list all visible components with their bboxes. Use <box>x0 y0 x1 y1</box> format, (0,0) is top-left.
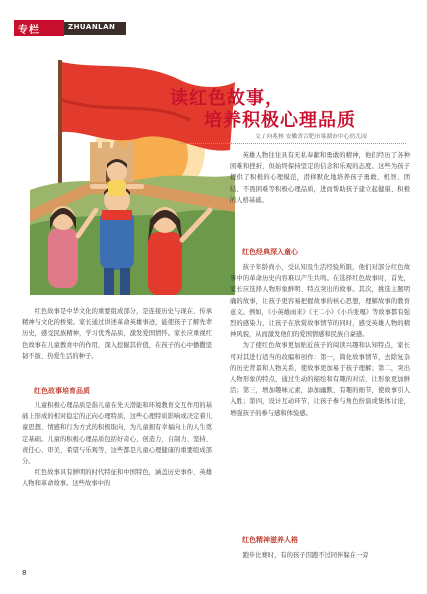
left-section-body <box>22 400 212 490</box>
section2-heading: 红色精神滋养人格 <box>242 536 298 544</box>
article-title-line1: 读红色故事， <box>170 88 284 109</box>
right-column-intro <box>230 150 410 206</box>
left-section-heading: 红色故事培育品质 <box>34 387 90 395</box>
section2-paragraph1: 跑步比赛时，有的孩子因跑不过同伴躲在一旁 <box>242 552 369 559</box>
article-title-line2: 培养积极心理品质 <box>204 110 356 131</box>
left-section-paragraph2: 红色故事具有鲜明的时代特征和中国特色，涵盖历史事件、英雄人物和革命故事。这些故事中的 <box>22 469 212 488</box>
section1-paragraph2: 为了使红色故事更加贴近孩子的阅读兴趣和认知特点，家长可对其进行适当的改编和创作：第一，简化故事情节，去除复杂的历史背景和人物关系，使故事更加易于孩子理解；第二，突出人物形象的特点，通过生动的描绘和有趣的对话，让形象更加鲜活；第三，增加趣味元素，添加幽默、有趣的细节，使故事引人入胜；第四，设计互动环节，让孩子参与角色扮演或集体讨论，增强孩子的参与感和体验感。 <box>230 342 410 417</box>
section1-paragraph1: 孩子年龄尚小，受认知及生活经验所限，他们对部分红色故事中的革命历史内容难以产生共鸣。在选择红色故事时，首先，家长应选择人物形象鲜明、特点突出的故事。其次，挑选主题明确的故事，让孩子更容易把握故事的核心思想，理解故事的教育意义。例如，《小英雄雨来》《王二小》《小兵张嘎》等故事都有强烈的感染力，让孩子在欣赏故事情节的同时，感受英雄人物的精神风貌，从而激发他们的爱国情感和民族自豪感。 <box>230 264 410 339</box>
byline-divider <box>180 143 406 144</box>
page-number: 8 <box>22 569 27 577</box>
left-section-paragraph1: 儿童积极心理品质是指儿童在先天潜能和环境教育交互作用的基础上形成的相对稳定的正向心理特质，这些心理特质影响或决定着儿童思想、情感和行为方式的积极取向，为儿童拥有幸福向上的人生奠定基础。儿童的积极心理品质包括好奇心、创造力、自制力、坚持、责任心、审美、希望与乐观等，这些都是儿童心理健康的重要组成部分。 <box>22 402 212 466</box>
left-column-intro <box>22 306 212 362</box>
author-byline: 文 / 向兆林 安徽省合肥市巢湖市中心幼儿园 <box>255 134 367 140</box>
right-intro-paragraph: 英雄人物往往具有无私奉献和勇敢的精神，他们经历了各种困难和挫折，但始终保持坚定的信念和乐观的态度。这些为孩子提供了积极的心理模范，潜移默化地培养孩子勇敢、机智、团结、不畏困难等积极心理品质，进而帮助孩子建立起健康、积极的人格基础。 <box>230 152 410 204</box>
section1-heading: 红色经典深入童心 <box>242 248 298 256</box>
badge-en-label: ZHUANLAN <box>68 23 116 31</box>
badge-cn-label: 专栏 <box>18 25 40 36</box>
section1-body <box>230 262 410 419</box>
left-intro-paragraph: 红色故事是中华文化的重要组成部分，是连接历史与现在、传承精神与文化的桥梁。家长通过讲述革命英雄事迹，能使孩子了解先辈历史，感受民族精神，学习优秀品质，激发爱国情怀。家长应重视红色故事在儿童教育中的作用，深入挖掘其价值，在孩子的心中播撒坚韧不拔、热爱生活的种子。 <box>22 308 212 360</box>
column-badge <box>14 20 126 36</box>
section2-body <box>230 550 410 561</box>
